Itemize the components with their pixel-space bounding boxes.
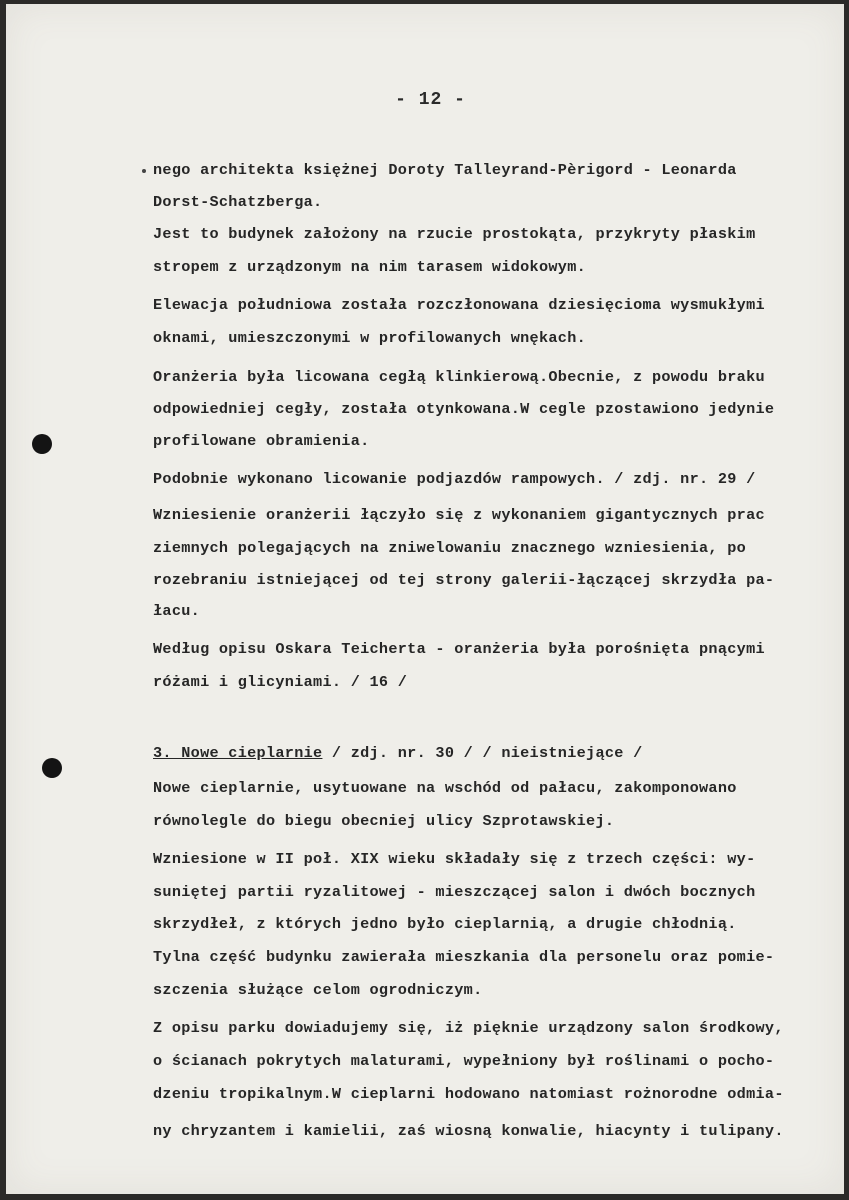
text-line: odpowiedniej cegły, została otynkowana.W cegle pzostawiono jedynie: [153, 400, 775, 418]
punch-hole: [32, 434, 52, 454]
text-line: szczenia służące celom ogrodniczym.: [153, 981, 483, 999]
text-line: Jest to budynek założony na rzucie prostokąta, przykryty płaskim: [153, 225, 756, 243]
text-line: Elewacja południowa została rozczłonowana dziesięcioma wysmukłymi: [153, 296, 765, 314]
text-line: Z opisu parku dowiadujemy się, iż pięknie urządzony salon środkowy,: [153, 1019, 784, 1037]
text-line: profilowane obramienia.: [153, 432, 370, 450]
punch-hole: [42, 758, 62, 778]
text-line: Nowe cieplarnie, usytuowane na wschód od pałacu, zakomponowano: [153, 779, 737, 797]
text-line: ny chryzantem i kamielii, zaś wiosną konwalie, hiacynty i tulipany.: [153, 1122, 784, 1140]
text-line: Oranżeria była licowana cegłą klinkierową.Obecnie, z powodu braku: [153, 368, 765, 386]
text-line: Wzniesione w II poł. XIX wieku składały się z trzech części: wy-: [153, 850, 756, 868]
text-line: suniętej partii ryzalitowej - mieszczącej salon i dwóch bocznych: [153, 883, 756, 901]
text-line: dzeniu tropikalnym.W cieplarni hodowano natomiast rożnorodne odmia-: [153, 1085, 784, 1103]
text-line: ziemnych polegających na zniwelowaniu znacznego wzniesienia, po: [153, 539, 747, 557]
section-heading-note: / zdj. nr. 30 / / nieistniejące /: [322, 744, 643, 762]
document-page: [6, 4, 844, 1194]
text-line: łacu.: [153, 602, 201, 620]
text-line: różami i glicyniami. / 16 /: [153, 673, 408, 691]
section-heading: 3. Nowe cieplarnie: [153, 744, 323, 762]
margin-dot: [142, 169, 146, 173]
text-line: Tylna część budynku zawierała mieszkania dla personelu oraz pomie-: [153, 948, 775, 966]
text-line: Dorst-Schatzberga.: [153, 193, 323, 211]
text-line: nego architekta księżnej Doroty Talleyrand-Pèrigord - Leonarda: [153, 161, 737, 179]
text-line: Wzniesienie oranżerii łączyło się z wykonaniem gigantycznych prac: [153, 506, 765, 524]
text-line: oknami, umieszczonymi w profilowanych wnękach.: [153, 329, 587, 347]
text-line: skrzydłeł, z których jedno było cieplarnią, a drugie chłodnią.: [153, 915, 737, 933]
text-line: równolegle do biegu obecniej ulicy Szprotawskiej.: [153, 812, 615, 830]
text-line: rozebraniu istniejącej od tej strony galerii-łączącej skrzydła pa-: [153, 571, 775, 589]
text-line: stropem z urządzonym na nim tarasem widokowym.: [153, 258, 587, 276]
text-line: o ścianach pokrytych malaturami, wypełniony był roślinami o pocho-: [153, 1052, 775, 1070]
page-number: - 12 -: [395, 90, 466, 110]
section-heading-line: [153, 744, 643, 762]
text-line: Według opisu Oskara Teicherta - oranżeria była porośnięta pnącymi: [153, 640, 765, 658]
text-line: Podobnie wykonano licowanie podjazdów rampowych. / zdj. nr. 29 /: [153, 470, 756, 488]
